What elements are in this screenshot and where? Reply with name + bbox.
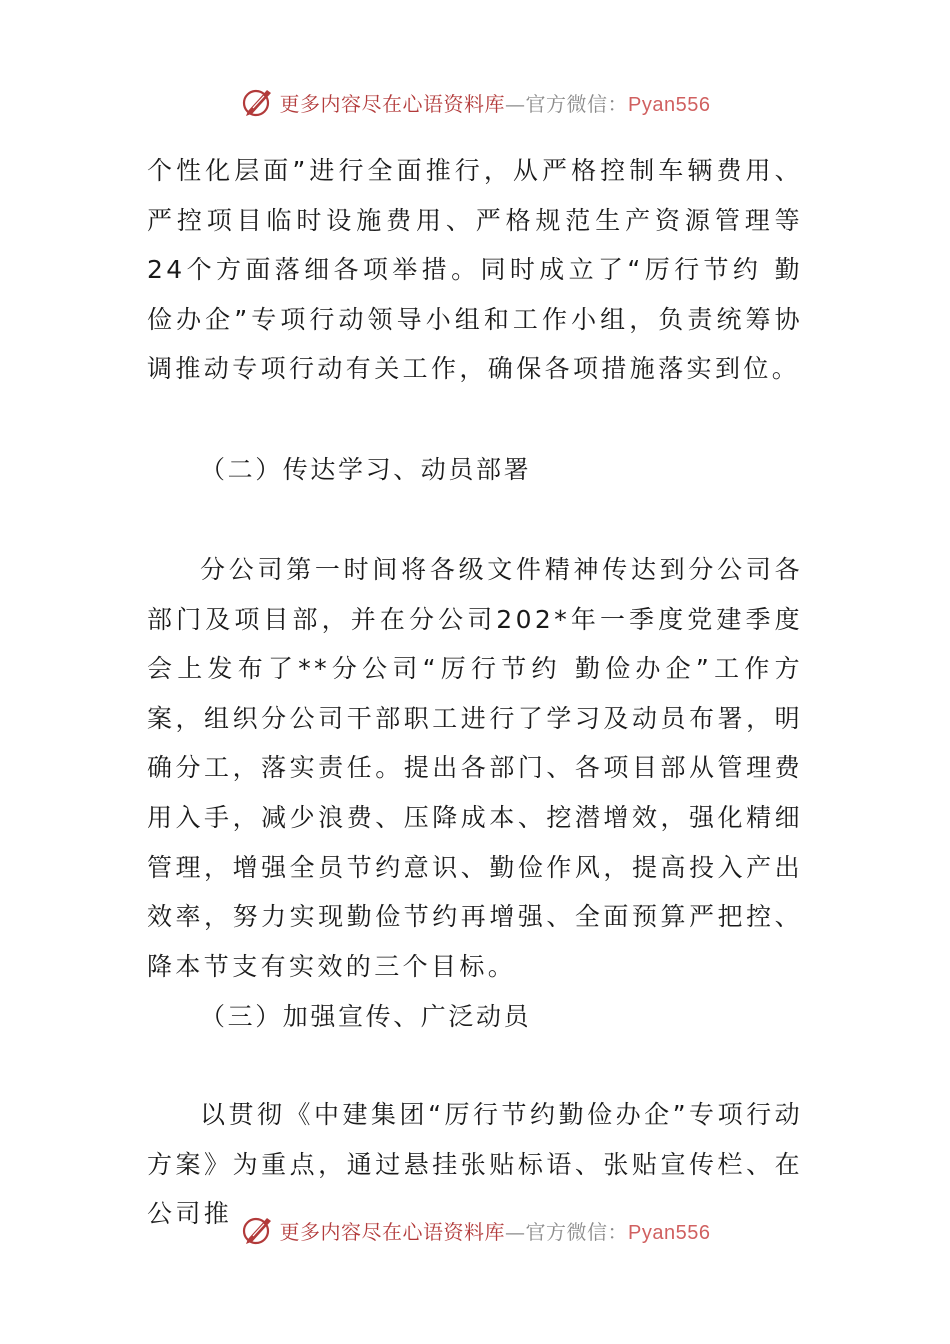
paragraph-1: 个性化层面”进行全面推行，从严格控制车辆费用、严控项目临时设施费用、严格规范生产资源管理等24个方面落细各项举措。同时成立了“厉行节约 勤俭办企”专项行动领导小组和工作小组，负责统筹协调推动专项行动有关工作，确保各项措施落实到位。: [147, 156, 803, 384]
watermark-wechat-label: 官方微信：: [525, 91, 629, 116]
watermark-wechat-id: Pyan556: [628, 93, 711, 116]
watermark-brand: 更多内容尽在心语资料库: [279, 1219, 506, 1244]
section-heading-2: （二）传达学习、动员部署: [200, 455, 532, 484]
paragraph-3: 以贯彻《中建集团“厉行节约勤俭办企”专项行动方案》为重点，通过悬挂张贴标语、张贴宣传栏、在公司推: [147, 1100, 803, 1229]
watermark-dash: —: [505, 91, 526, 116]
header-watermark: [0, 82, 950, 122]
watermark-wechat-label: 官方微信：: [525, 1219, 629, 1244]
pen-logo-icon: [240, 84, 276, 120]
watermark-dash: —: [505, 1219, 526, 1244]
watermark-brand: 更多内容尽在心语资料库: [279, 91, 506, 116]
pen-logo-icon: [240, 1212, 276, 1248]
watermark-text: [280, 88, 711, 117]
watermark-text: [280, 1216, 711, 1245]
watermark-wechat-id: Pyan556: [628, 1221, 711, 1244]
section-heading-3: （三）加强宣传、广泛动员: [200, 1002, 532, 1031]
paragraph-2: 分公司第一时间将各级文件精神传达到分公司各部门及项目部，并在分公司202*年一季度党建季度会上发布了**分公司“厉行节约 勤俭办企”工作方案，组织分公司干部职工进行了学习及动员布署，明确分工，落实责任。提出各部门、各项目部从管理费用入手，减少浪费、压降成本、挖潜增效，强化精细管理，增强全员节约意识、勤俭作风，提高投入产出效率，努力实现勤俭节约再增强、全面预算严把控、降本节支有实效的三个目标。: [147, 555, 803, 981]
footer-watermark: [0, 1210, 950, 1250]
